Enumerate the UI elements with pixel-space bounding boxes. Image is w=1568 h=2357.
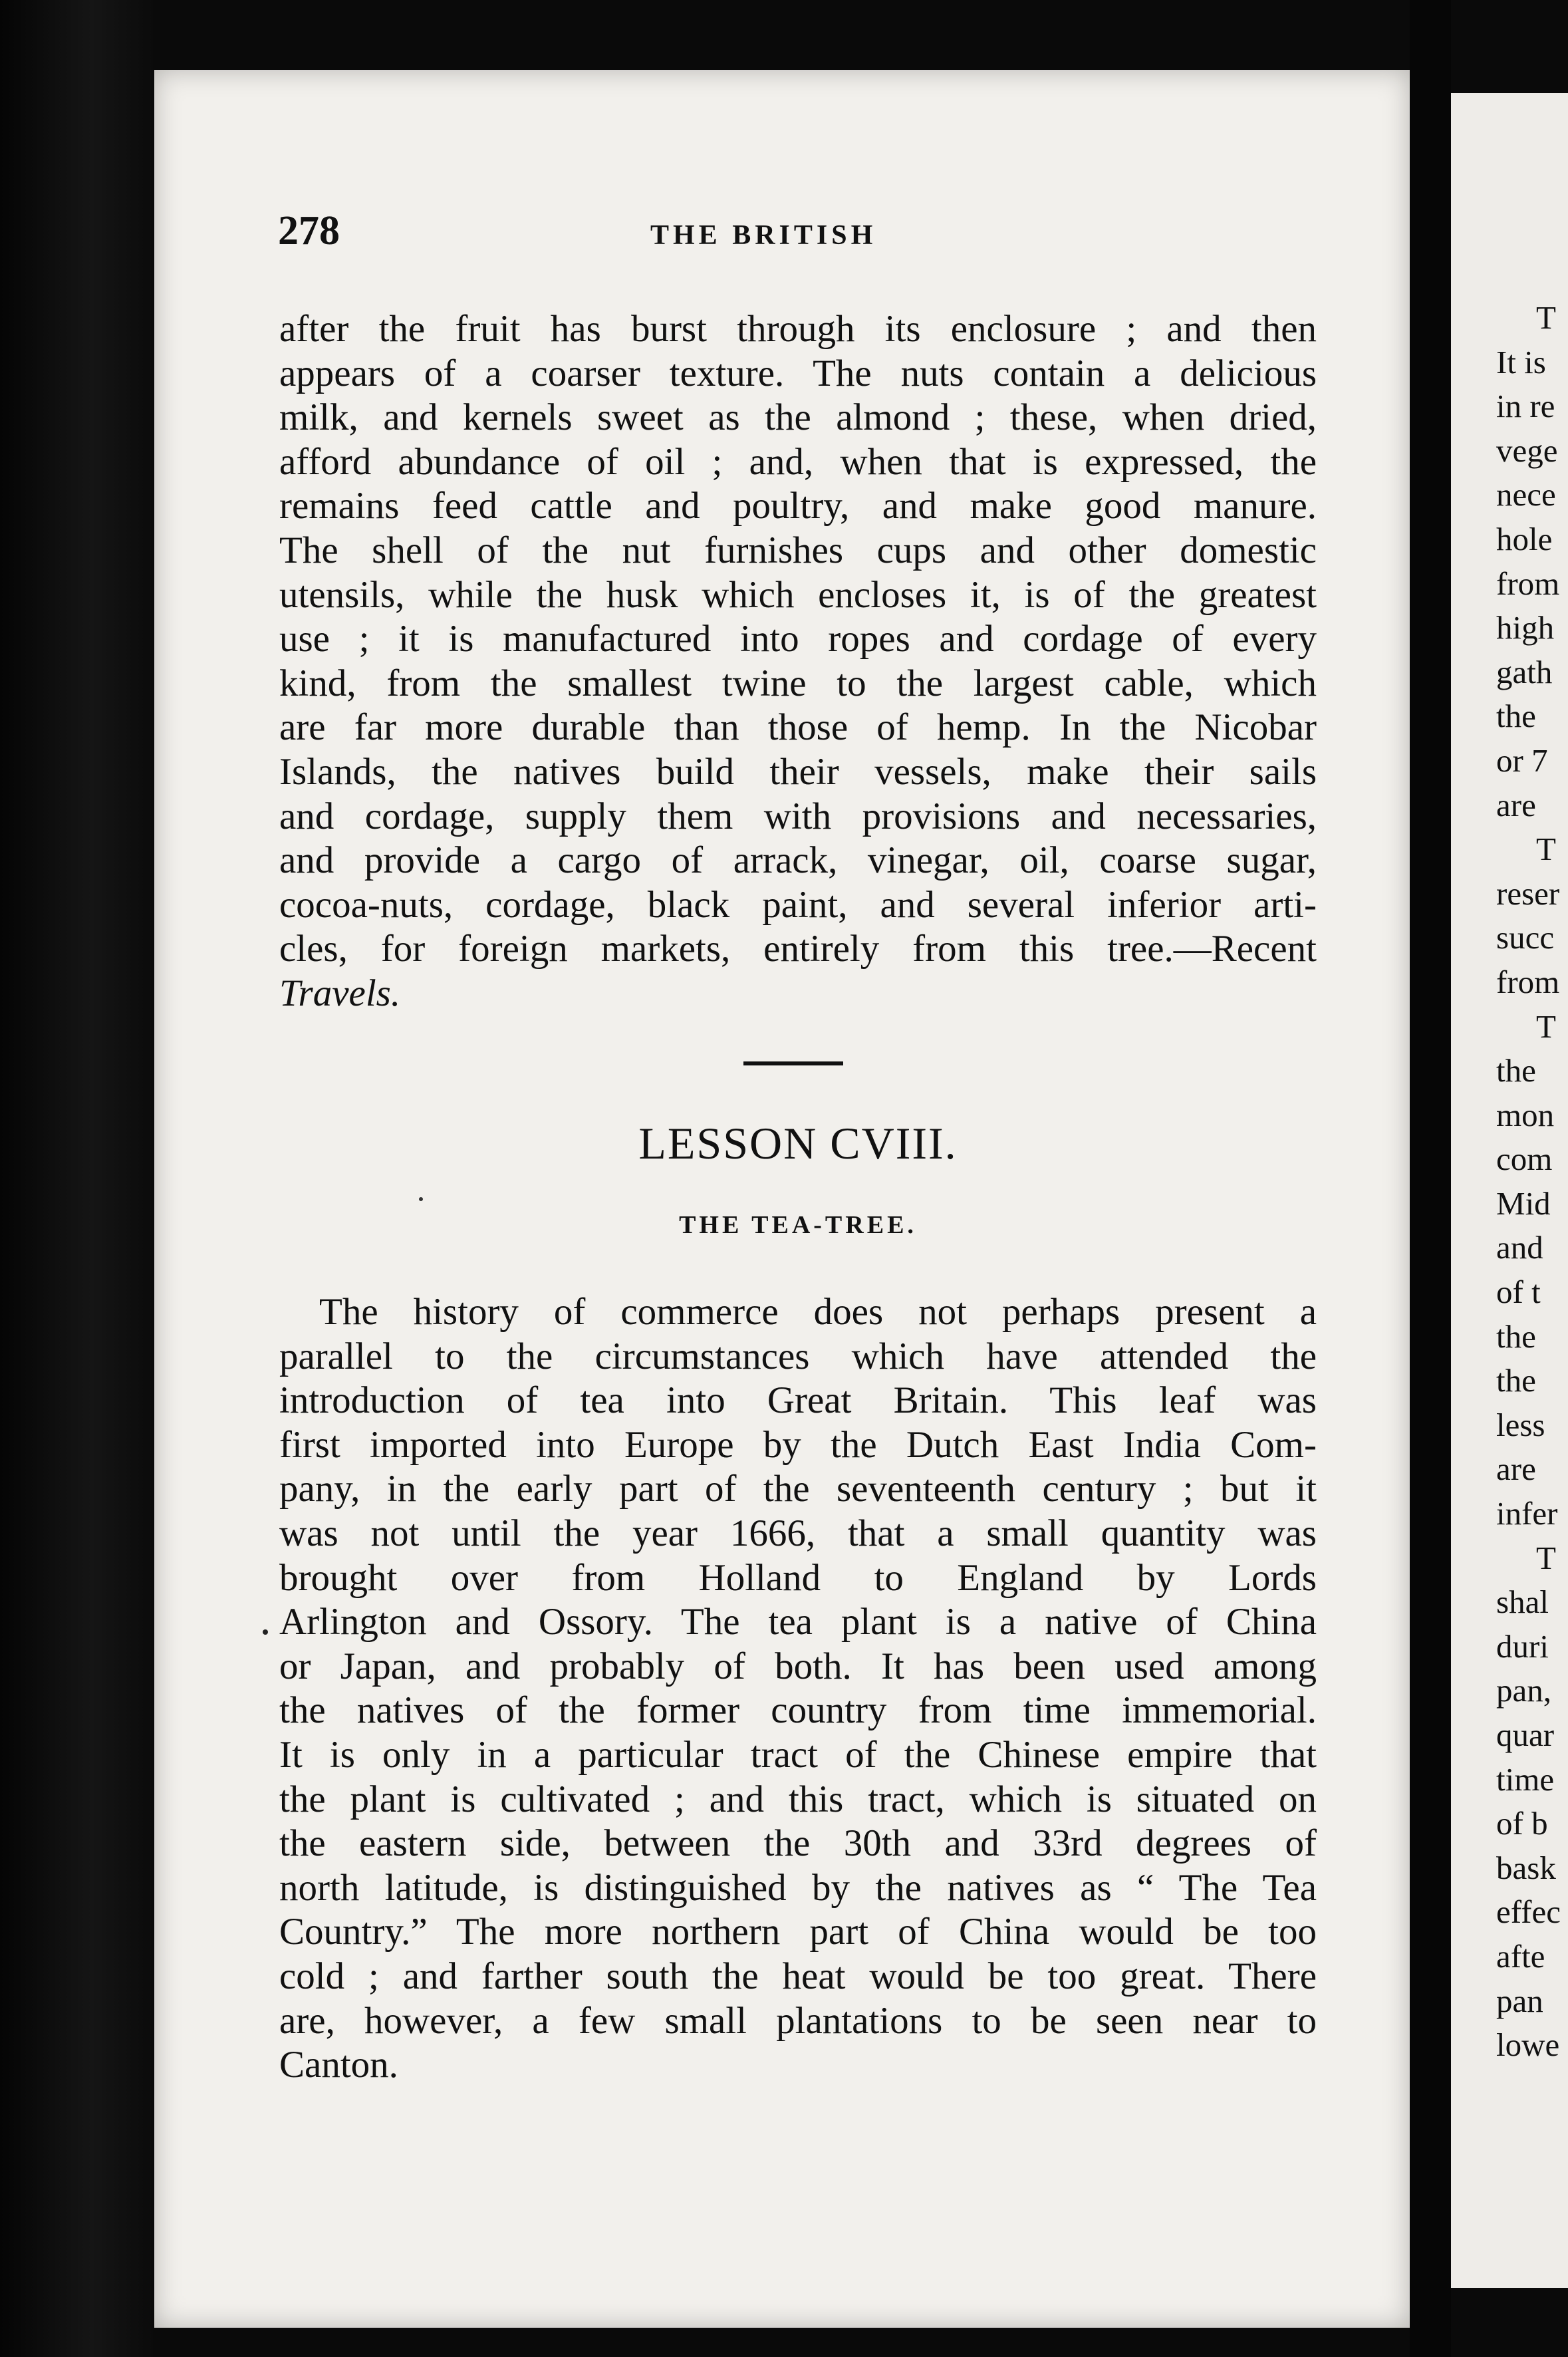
fragment: reser [1496, 875, 1560, 912]
section-divider [743, 1061, 843, 1065]
fragment: from [1496, 963, 1560, 1000]
fragment: from [1496, 565, 1560, 602]
fragment: are [1496, 1451, 1536, 1488]
text-line: milk, and kernels sweet as the almond ; these, when dried, [279, 396, 1317, 439]
text-line: brought over from Holland to England by Lords [279, 1556, 1317, 1599]
text-line: after the fruit has burst through its enclosure ; and then [279, 308, 1317, 350]
fragment: pan, [1496, 1672, 1551, 1709]
text-line: the natives of the former country from time immemorial. [279, 1689, 1317, 1732]
fragment: and [1496, 1229, 1543, 1266]
text-line: was not until the year 1666, that a small quantity was [279, 1512, 1317, 1554]
text-line: parallel to the circumstances which have attended the [279, 1335, 1317, 1377]
text-line: the plant is cultivated ; and this tract, which is situated on [279, 1778, 1317, 1820]
fragment: quar [1496, 1717, 1555, 1753]
fragment: T [1536, 831, 1556, 868]
ink-speck [263, 1629, 268, 1635]
fragment: duri [1496, 1627, 1549, 1665]
text-line: The history of commerce does not perhaps present a [319, 1291, 1317, 1333]
text-line: use ; it is manufactured into ropes and cordage of every [279, 618, 1317, 660]
text-line: Canton. [279, 2044, 398, 2086]
fragment: the [1496, 1052, 1536, 1089]
fragment: in re [1496, 388, 1555, 425]
fragment: the [1496, 1317, 1536, 1355]
text-line: the eastern side, between the 30th and 33rd degrees of [279, 1822, 1317, 1865]
fragment: of t [1496, 1274, 1541, 1311]
fragment: hole [1496, 520, 1553, 557]
text-line: and provide a cargo of arrack, vinegar, oil, coarse sugar, [279, 839, 1317, 882]
fragment: T [1536, 1539, 1556, 1576]
fragment: bask [1496, 1849, 1556, 1886]
facing-page-edge [1451, 93, 1568, 2288]
fragment: T [1536, 1008, 1556, 1045]
passage-tea-tree [279, 1290, 1317, 2088]
text-line: appears of a coarser texture. The nuts contain a delicious [279, 352, 1317, 394]
fragment: Mid [1496, 1184, 1551, 1222]
fragment: succ [1496, 919, 1555, 956]
text-line: or Japan, and probably of both. It has been used among [279, 1645, 1317, 1687]
facing-page-fragments [1451, 93, 1568, 2068]
text-line: are, however, a few small plantations to be seen near to [279, 1999, 1317, 2042]
text-line: Arlington and Ossory. The tea plant is a native of China [279, 1601, 1317, 1643]
text-line: cold ; and farther south the heat would be too great. There [279, 1955, 1317, 1997]
fragment: T [1536, 299, 1556, 336]
text-line: utensils, while the husk which encloses it, is of the greatest [279, 573, 1317, 616]
fragment: afte [1496, 1937, 1545, 1975]
fragment: shal [1496, 1584, 1549, 1621]
ink-speck [419, 1197, 423, 1201]
running-head [278, 208, 1329, 267]
text-line: pany, in the early part of the seventeenth century ; but it [279, 1468, 1317, 1510]
lesson-title: LESSON CVIII. [638, 1118, 958, 1169]
fragment: of b [1496, 1805, 1548, 1842]
fragment: less [1496, 1406, 1545, 1443]
text-line: Country.” The more northern part of China would be too [279, 1911, 1317, 1953]
fragment: vege [1496, 432, 1558, 469]
running-title: THE BRITISH [650, 220, 877, 251]
text-line: kind, from the smallest twine to the largest cable, which [279, 662, 1317, 704]
text-line: Islands, the natives build their vessels, make their sails [279, 750, 1317, 793]
lesson-subtitle: THE TEA-TREE. [679, 1211, 917, 1239]
text-line: and cordage, supply them with provisions and necessaries, [279, 795, 1317, 837]
scan-margin-left [0, 0, 153, 2357]
passage-cocoa-nut [279, 307, 1317, 1016]
fragment: lowe [1496, 2026, 1560, 2064]
fragment: com [1496, 1141, 1553, 1178]
text-line: cles, for foreign markets, entirely from this tree.—Recent [279, 928, 1317, 970]
text-line: It is only in a particular tract of the Chinese empire that [279, 1733, 1317, 1776]
text-line: north latitude, is distinguished by the natives as “ The Tea [279, 1866, 1317, 1909]
page-number: 278 [278, 208, 340, 253]
fragment: pan [1496, 1982, 1543, 2019]
text-line: remains feed cattle and poultry, and make good manure. [279, 485, 1317, 527]
fragment: or 7 [1496, 742, 1548, 779]
fragment: the [1496, 698, 1536, 735]
fragment: the [1496, 1362, 1536, 1399]
fragment: high [1496, 609, 1555, 646]
text-line: cocoa-nuts, cordage, black paint, and several inferior arti- [279, 883, 1317, 926]
text-line: Travels. [279, 972, 401, 1014]
text-line: afford abundance of oil ; and, when that is expressed, the [279, 440, 1317, 483]
fragment: effec [1496, 1893, 1561, 1931]
text-line: introduction of tea into Great Britain. This leaf was [279, 1379, 1317, 1422]
fragment: time [1496, 1760, 1555, 1798]
fragment: are [1496, 786, 1536, 823]
fragment: infer [1496, 1495, 1558, 1532]
fragment: mon [1496, 1096, 1555, 1133]
page-gutter [1410, 0, 1451, 2357]
fragment: nece [1496, 476, 1556, 513]
fragment: It is [1496, 343, 1546, 380]
text-line: are far more durable than those of hemp. In the Nicobar [279, 706, 1317, 749]
fragment: gath [1496, 653, 1553, 690]
text-line: first imported into Europe by the Dutch East India Com- [279, 1423, 1317, 1466]
text-line: The shell of the nut furnishes cups and other domestic [279, 529, 1317, 571]
